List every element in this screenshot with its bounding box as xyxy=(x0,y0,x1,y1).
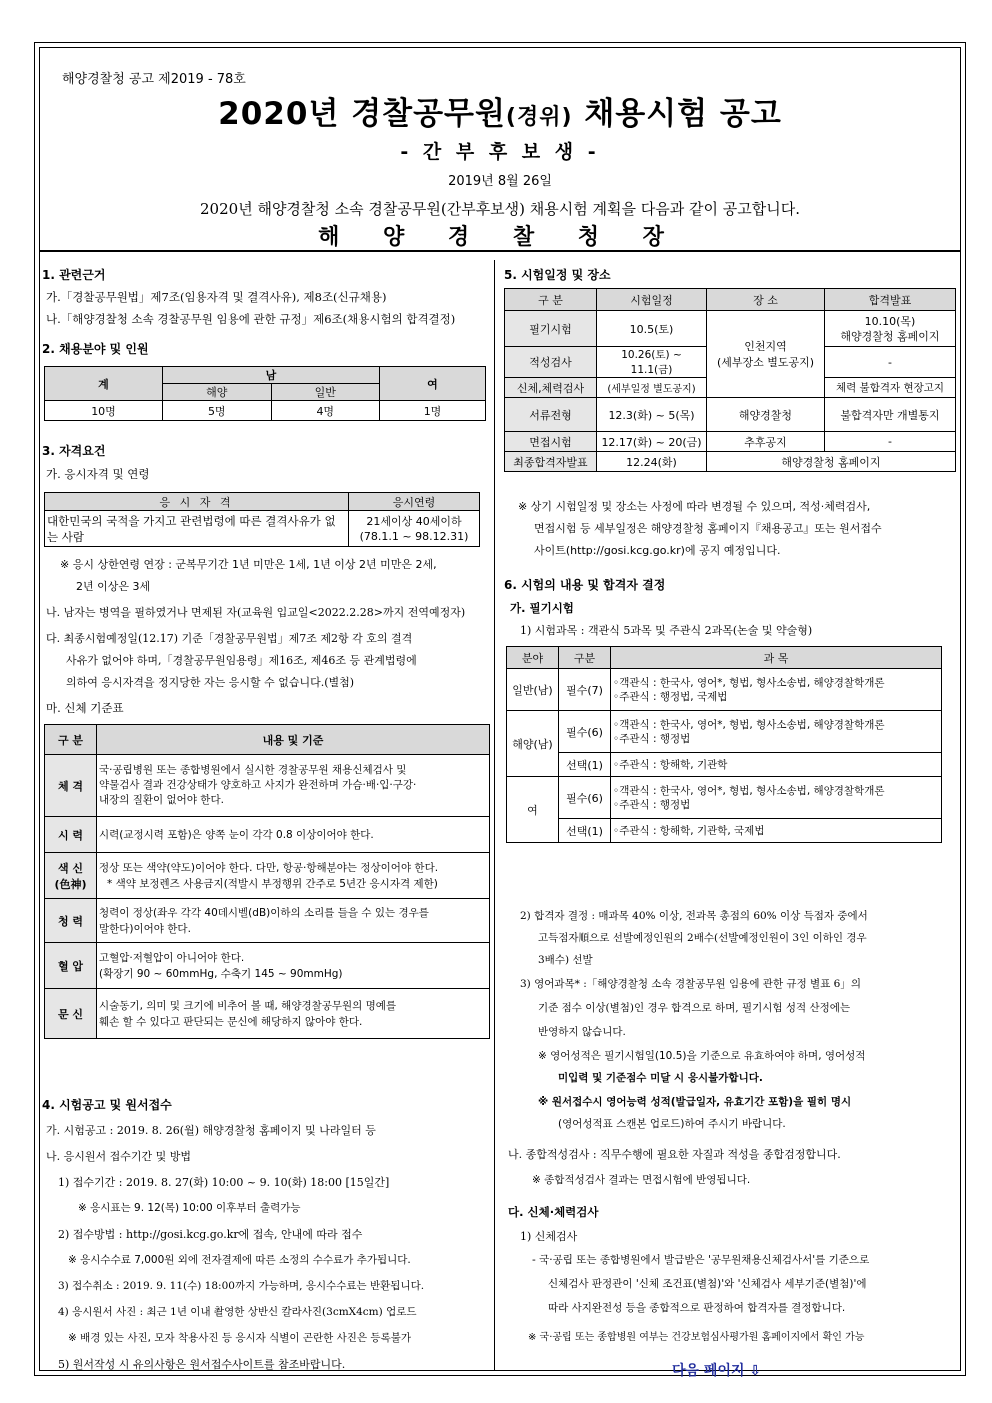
sched-written-result xyxy=(825,311,956,347)
body-cat-physique: 체 격 xyxy=(45,755,97,817)
td-sea: 5명 xyxy=(163,401,272,421)
subj-cat: 선택(1) xyxy=(559,819,611,843)
subj-cat: 선택(1) xyxy=(559,753,611,777)
body-std-vision: 시력(교정시력 포함)은 양쪽 눈이 각각 0.8 이상이어야 한다. xyxy=(97,817,490,853)
subj-field-female: 여 xyxy=(507,777,559,843)
bp-line: (확장기 90 ~ 60mmHg, 수축기 145 ~ 90mmHg) xyxy=(99,967,343,980)
body-cat-tattoo: 문 신 xyxy=(45,989,97,1039)
age-note-1: ※ 응시 상한연령 연장 : 군복무기간 1년 미만은 1세, 1년 이상 2년 미만은 2세, xyxy=(60,558,437,571)
subj-detail xyxy=(611,669,942,711)
sched-note: 면접시험 등 세부일정은 해양경찰청 홈페이지『채용공고』또는 원서접수 xyxy=(534,522,882,535)
sec1-item-a: 가.「경찰공무원법」제7조(임용자격 및 결격사유), 제8조(신규채용) xyxy=(46,290,387,304)
recruit-table xyxy=(44,366,486,421)
th-female: 여 xyxy=(380,367,486,401)
td-qual: 대한민국의 국적을 가지고 관련법령에 따른 결격사유가 없는 사람 xyxy=(45,511,349,547)
subj-detail xyxy=(611,777,942,819)
body-cat-vision: 시 력 xyxy=(45,817,97,853)
sec4-line: 5) 원서작성 시 유의사항은 원서접수사이트를 참조바랍니다. xyxy=(58,1358,346,1371)
sched-physical: 신체,체력검사 xyxy=(505,378,597,398)
sec6-a2: 2) 합격자 결정 : 매과목 40% 이상, 전과목 총점의 60% 이상 득점자 중에서 xyxy=(520,910,868,922)
th-sched-date: 시험일정 xyxy=(597,289,707,311)
th-body-std: 내용 및 기준 xyxy=(97,725,490,755)
age-range: 21세이상 40세이하 xyxy=(366,514,462,528)
sched-interview: 면접시험 xyxy=(505,432,597,452)
th-subj-field: 분야 xyxy=(507,647,559,669)
subj-field-general: 일반(남) xyxy=(507,669,559,711)
subj-field-sea: 해양(남) xyxy=(507,711,559,777)
sec4-line: 나. 응시원서 접수기간 및 방법 xyxy=(46,1150,191,1163)
th-qual: 응 시 자 격 xyxy=(45,493,349,511)
sched-note: ※ 상기 시험일정 및 장소는 사정에 따라 변경될 수 있으며, 적성·체력검사, xyxy=(518,500,871,513)
sec3-c2: 사유가 없어야 하며,「경찰공무원임용령」제16조, 제46조 등 관계법령에 xyxy=(66,654,417,667)
color-line: * 색약 보정렌즈 사용금지(적발시 부정행위 간주로 5년간 응시자격 제한) xyxy=(107,877,438,890)
subj-line: ◦주관식 : 행정법 xyxy=(613,732,691,745)
sched-document: 서류전형 xyxy=(505,398,597,432)
sec6-a2: 3배수) 선발 xyxy=(538,954,593,966)
eng-note: 미입력 및 기준점수 미달 시 응시불가합니다. xyxy=(558,1072,763,1084)
sched-aptitude-result: - xyxy=(825,347,956,378)
right-column xyxy=(502,260,960,1379)
body-std-tattoo xyxy=(97,989,490,1039)
subject-table xyxy=(506,646,942,843)
sched-interview-result: - xyxy=(825,432,956,452)
subj-detail: ◦주관식 : 항해학, 기관학, 국제법 xyxy=(611,819,942,843)
sched-aptitude-date: 10.26(토) ~ 11.1(금) xyxy=(597,347,707,378)
schedule-table xyxy=(504,288,956,472)
sched-written: 필기시험 xyxy=(505,311,597,347)
subj-line: ◦주관식 : 행정법 xyxy=(613,798,691,811)
sched-document-place: 해양경찰청 xyxy=(707,398,825,432)
sec6-c1: 1) 신체검사 xyxy=(520,1230,578,1243)
subj-cat: 필수(6) xyxy=(559,777,611,819)
th-body-cat: 구 분 xyxy=(45,725,97,755)
sec3-b: 나. 남자는 병역을 필하였거나 면제된 자(교육원 입교일<2022.2.28>까지 전역예정자) xyxy=(46,606,466,619)
age-dates: (78.1.1 ~ 98.12.31) xyxy=(359,529,469,543)
eng-note: ※ 원서접수시 영어능력 성적(발급일자, 유효기간 포함)을 필히 명시 xyxy=(538,1096,852,1108)
subj-detail: ◦주관식 : 항해학, 기관학 xyxy=(611,753,942,777)
sec6-c-line: 따라 사지완전성 등을 종합적으로 판정하여 합격자를 결정합니다. xyxy=(548,1302,846,1314)
page-inner xyxy=(39,47,961,1379)
sched-final: 최종합격자발표 xyxy=(505,452,597,472)
td-age xyxy=(349,511,480,547)
sec4-line: ※ 응시표는 9. 12(목) 10:00 이후부터 출력가능 xyxy=(78,1202,301,1214)
section-2-title: 2. 채용분야 및 인원 xyxy=(42,342,149,356)
th-sched-cat: 구 분 xyxy=(505,289,597,311)
sec3-c3: 의하여 응시자격을 정지당한 자는 응시할 수 없습니다.(별첨) xyxy=(66,676,355,689)
th-male: 남 xyxy=(163,367,380,384)
qualification-table xyxy=(44,492,480,547)
agency-name: 해 양 경 찰 청 장 xyxy=(318,224,682,250)
sec6-c-note: ※ 국·공립 또는 종합병원 여부는 건강보험심사평가원 홈페이지에서 확인 가능 xyxy=(528,1332,865,1343)
sched-document-date: 12.3(화) ~ 5(목) xyxy=(597,398,707,432)
incheon-line: (세부장소 별도공지) xyxy=(716,356,815,369)
subj-line: ◦주관식 : 행정법, 국제법 xyxy=(613,690,728,703)
body-std-hearing xyxy=(97,899,490,943)
subj-cat: 필수(6) xyxy=(559,711,611,753)
sec1-item-b: 나.「해양경찰청 소속 경찰공무원 임용에 관한 규정」제6조(채용시험의 합격결정) xyxy=(46,312,456,326)
left-column xyxy=(40,260,495,1370)
color-cat: 색 신 xyxy=(57,861,84,875)
td-general: 4명 xyxy=(271,401,380,421)
header xyxy=(40,48,960,252)
sec4-line: 2) 접수방법 : http://gosi.kcg.go.kr에 접속, 안내에 따라 접수 xyxy=(58,1228,363,1241)
written-result-place: 해양경찰청 홈페이지 xyxy=(840,329,940,343)
bp-line: 고혈압·저혈압이 아니어야 한다. xyxy=(99,951,245,964)
next-page-link[interactable]: 다음 페이지 ⇩ xyxy=(672,1363,762,1379)
written-result-date: 10.10(목) xyxy=(864,314,916,328)
title-end: 채용시험 공고 xyxy=(572,96,782,132)
incheon-line: 인천지역 xyxy=(744,340,787,353)
body-std-color xyxy=(97,853,490,899)
section-3-title: 3. 자격요건 xyxy=(42,444,106,458)
subj-cat: 필수(7) xyxy=(559,669,611,711)
sec3-c1: 다. 최종시험예정일(12.17) 기준「경찰공무원법」제7조 제2항 각 호의 결격 xyxy=(46,632,413,645)
sec6-a2: 고득점자順으로 선발예정인원의 2배수(선발예정인원이 3인 이하인 경우 xyxy=(538,932,867,944)
sec6-a: 가. 필기시험 xyxy=(510,601,574,615)
section-4-title: 4. 시험공고 및 원서접수 xyxy=(42,1098,172,1112)
subj-line: ◦객관식 : 한국사, 영어*, 형법, 형사소송법, 해양경찰학개론 xyxy=(613,676,885,689)
sched-final-place: 해양경찰청 홈페이지 xyxy=(707,452,956,472)
physique-line: 약물검사 결과 건강상태가 양호하고 사지가 완전하며 가슴·배·입·구강· xyxy=(99,779,417,791)
intro-text: 2020년 해양경찰청 소속 경찰공무원(간부후보생) 채용시험 계획을 다음과 같이 공고합니다. xyxy=(200,200,800,218)
color-cat-hanja: (色神) xyxy=(54,877,87,891)
sec6-a3: 3) 영어과목* :「해양경찰청 소속 경찰공무원 임용에 관한 규정 별표 6」의 xyxy=(520,978,862,990)
section-6-title: 6. 시험의 내용 및 합격자 결정 xyxy=(504,578,666,592)
section-5-title: 5. 시험일정 및 장소 xyxy=(504,268,611,282)
sec6-c-line: 신체검사 판정관이 '신체 조건표(별첨)'와 '신체검사 세부기준(별첨)'에 xyxy=(548,1278,867,1290)
th-sched-place: 장 소 xyxy=(707,289,825,311)
body-cat-color xyxy=(45,853,97,899)
physique-line: 내장의 질환이 없어야 한다. xyxy=(99,794,224,806)
title-small: (경위) xyxy=(505,105,573,130)
body-cat-bp: 혈 압 xyxy=(45,943,97,989)
announcement-date: 2019년 8월 26일 xyxy=(448,174,552,189)
sched-physical-result: 체력 불합격자 현장고지 xyxy=(825,378,956,398)
th-subj-cat: 구분 xyxy=(559,647,611,669)
sched-interview-place: 추후공지 xyxy=(707,432,825,452)
sec4-line: ※ 배경 있는 사진, 모자 착용사진 등 응시자 식별이 곤란한 사진은 등록불가 xyxy=(68,1332,411,1344)
hearing-line: 청력이 정상(좌우 각각 40데시벨(dB)이하의 소리를 들을 수 있는 경우를 xyxy=(99,906,429,919)
sec4-line: 4) 응시원서 사진 : 최근 1년 이내 촬영한 상반신 칼라사진(3cmX4cm) 업로드 xyxy=(58,1306,417,1318)
page-border xyxy=(34,42,966,1379)
title-main: 2020년 경찰공무원 xyxy=(218,96,506,132)
sched-final-date: 12.24(화) xyxy=(597,452,707,472)
th-sched-result: 합격발표 xyxy=(825,289,956,311)
th-general: 일반 xyxy=(271,384,380,401)
sec6-a1: 1) 시험과목 : 객관식 5과목 및 주관식 2과목(논술 및 약술형) xyxy=(520,624,813,637)
sec6-b-note: ※ 종합적성검사 결과는 면접시험에 반영됩니다. xyxy=(532,1174,751,1186)
sched-written-date: 10.5(토) xyxy=(597,311,707,347)
th-total: 계 xyxy=(45,367,163,401)
sec6-c: 다. 신체·체력검사 xyxy=(508,1205,599,1219)
td-total: 10명 xyxy=(45,401,163,421)
sched-physical-date: (세부일정 별도공지) xyxy=(597,378,707,398)
th-subj-subj: 과 목 xyxy=(611,647,942,669)
sec3-d: 마. 신체 기준표 xyxy=(46,701,124,715)
section-1-title: 1. 관련근거 xyxy=(42,268,106,282)
sec3-a: 가. 응시자격 및 연령 xyxy=(46,467,150,481)
announcement-number: 해양경찰청 공고 제2019 - 78호 xyxy=(62,72,246,87)
subj-line: ◦객관식 : 한국사, 영어*, 형법, 형사소송법, 해양경찰학개론 xyxy=(613,784,885,797)
sched-aptitude: 적성검사 xyxy=(505,347,597,378)
sec4-line: 가. 시험공고 : 2019. 8. 26(월) 해양경찰청 홈페이지 및 나라일터 등 xyxy=(46,1124,376,1137)
th-sea: 해양 xyxy=(163,384,272,401)
sec4-line: 3) 접수취소 : 2019. 9. 11(수) 18:00까지 가능하며, 응시수수료는 반환됩니다. xyxy=(58,1280,425,1292)
hearing-line: 말한다)이어야 한다. xyxy=(99,922,191,935)
th-age: 응시연령 xyxy=(349,493,480,511)
body-std-physique xyxy=(97,755,490,817)
tattoo-line: 훼손 할 수 있다고 판단되는 문신에 해당하지 않아야 한다. xyxy=(99,1015,363,1028)
subj-line: ◦객관식 : 한국사, 영어*, 형법, 형사소송법, 해양경찰학개론 xyxy=(613,718,885,731)
physique-line: 국·공립병원 또는 종합병원에서 실시한 경찰공무원 채용신체검사 및 xyxy=(99,764,407,776)
eng-note: (영어성적표 스캔본 업로드)하여 주시기 바랍니다. xyxy=(558,1118,786,1130)
subtitle: - 간 부 후 보 생 - xyxy=(400,141,600,163)
sec4-line: ※ 응시수수료 7,000원 외에 전자결제에 따른 소정의 수수료가 추가됩니다. xyxy=(68,1254,411,1266)
eng-note: ※ 영어성적은 필기시험일(10.5)을 기준으로 유효하여야 하며, 영어성적 xyxy=(538,1050,866,1062)
sec6-a3: 반영하지 않습니다. xyxy=(538,1026,626,1038)
age-note-2: 2년 이상은 3세 xyxy=(76,580,151,593)
sec6-a3: 기준 점수 이상(별첨)인 경우 합격으로 하며, 필기시험 성적 산정에는 xyxy=(538,1002,851,1014)
body-cat-hearing: 청 력 xyxy=(45,899,97,943)
page-title xyxy=(40,88,960,133)
body-std-bp xyxy=(97,943,490,989)
sec6-b: 나. 종합적성검사 : 직무수행에 필요한 자질과 적성을 종합검정합니다. xyxy=(508,1148,841,1161)
tattoo-line: 시술동기, 의미 및 크기에 비추어 볼 때, 해양경찰공무원의 명예를 xyxy=(99,999,397,1012)
color-line: 정상 또는 색약(약도)이어야 한다. 다만, 항공·항해분야는 정상이어야 한다. xyxy=(99,861,439,874)
subj-detail xyxy=(611,711,942,753)
sched-note: 사이트(http://gosi.kcg.go.kr)에 공지 예정입니다. xyxy=(534,544,781,557)
sched-document-result: 불합격자만 개별통지 xyxy=(825,398,956,432)
body-standard-table xyxy=(44,724,490,1039)
sched-place-incheon xyxy=(707,311,825,398)
sec6-c-line: - 국·공립 또는 종합병원에서 발급받은 '공무원채용신체검사서'를 기준으로 xyxy=(532,1254,870,1266)
td-female: 1명 xyxy=(380,401,486,421)
sched-interview-date: 12.17(화) ~ 20(금) xyxy=(597,432,707,452)
sec4-line: 1) 접수기간 : 2019. 8. 27(화) 10:00 ~ 9. 10(화) 18:00 [15일간] xyxy=(58,1176,390,1189)
